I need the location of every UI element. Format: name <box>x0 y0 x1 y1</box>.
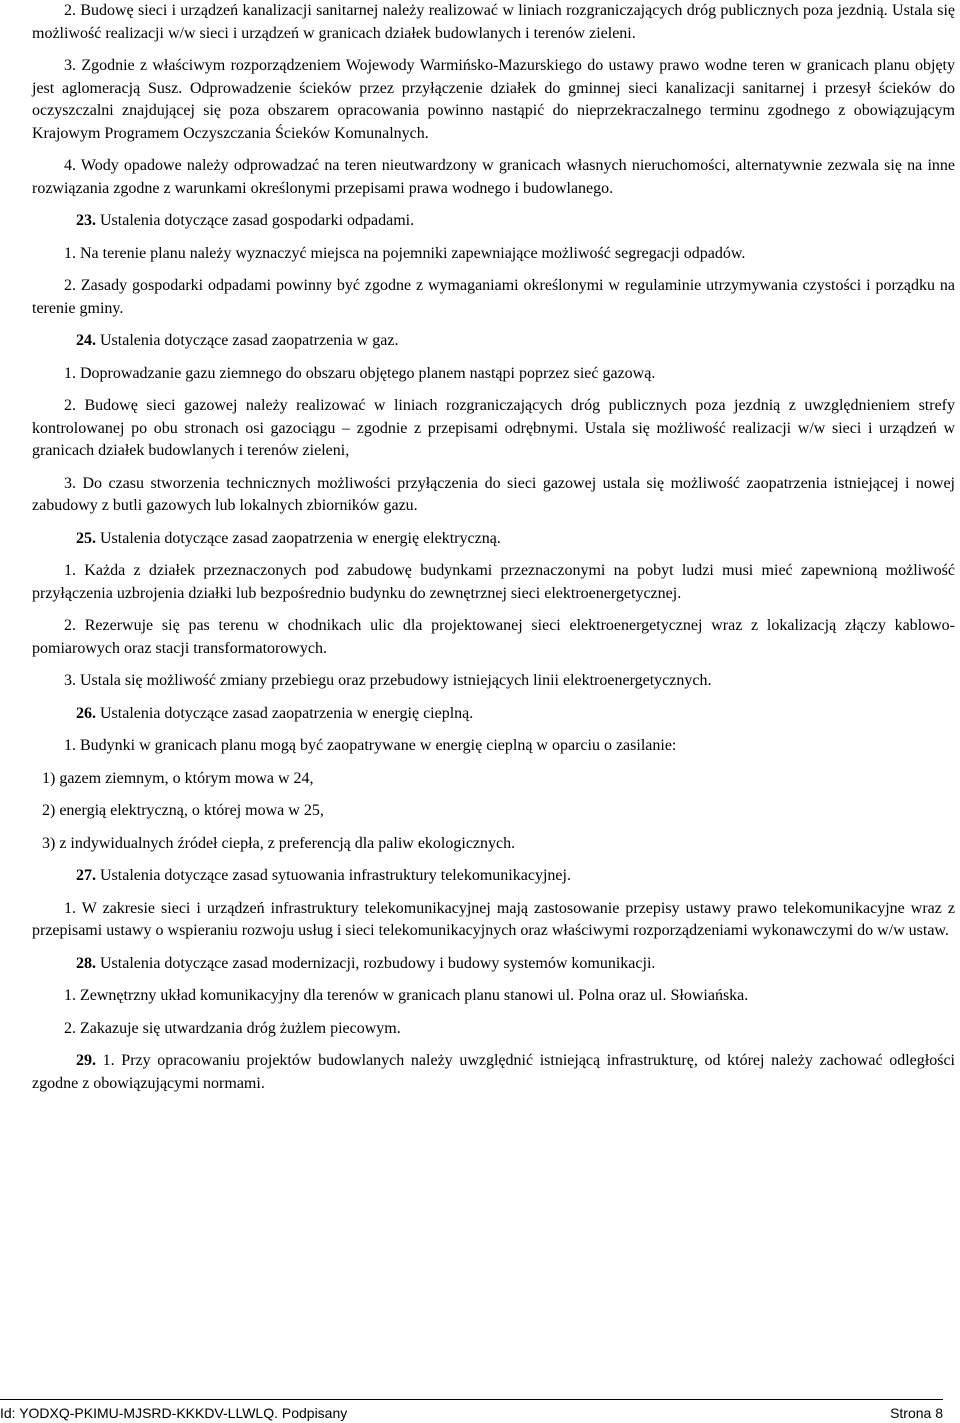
section-title: Ustalenia dotyczące zasad modernizacji, rozbudowy i budowy systemów komunikacji. <box>96 954 656 972</box>
paragraph: 1. Doprowadzanie gazu ziemnego do obszaru objętego planem nastąpi poprzez sieć gazową. <box>64 364 656 382</box>
paragraph: 1. Na terenie planu należy wyznaczyć miejsca na pojemniki zapewniające możliwość segregacji odpadów. <box>64 244 746 262</box>
paragraph: 4. Wody opadowe należy odprowadzać na teren nieutwardzony w granicach własnych nieruchomości, alternatywnie zezwala się na inne rozwiązania zgodne z warunkami określonymi przepisami prawa wodnego i budowlanego. <box>32 157 955 197</box>
paragraph: 3. Ustala się możliwość zmiany przebiegu oraz przebudowy istniejących linii elektroenergetycznych. <box>64 672 712 689</box>
section-heading <box>32 330 955 353</box>
section-heading <box>32 703 955 726</box>
paragraph: 2. Zakazuje się utwardzania dróg żużlem piecowym. <box>64 1019 401 1037</box>
section-heading <box>32 528 955 551</box>
list-item: 3) z indywidualnych źródeł ciepła, z preferencją dla paliw ekologicznych. <box>42 834 516 852</box>
paragraph: 2. Zasady gospodarki odpadami powinny być zgodne z wymaganiami określonymi w regulaminie utrzymywania czystości i porządku na terenie gminy. <box>32 277 955 317</box>
section-heading <box>32 1050 955 1095</box>
section-title: Ustalenia dotyczące zasad gospodarki odpadami. <box>96 212 415 229</box>
section-title: Ustalenia dotyczące zasad zaopatrzenia w gaz. <box>96 332 399 349</box>
document-id: Id: YODXQ-PKIMU-MJSRD-KKKDV-LLWLQ. Podpisany <box>0 1405 348 1421</box>
section-number: 29. <box>76 1052 96 1069</box>
section-number: 23. <box>76 212 96 229</box>
list-item: 2) energią elektryczną, o której mowa w 25, <box>42 802 324 819</box>
paragraph: 1. Zewnętrzny układ komunikacyjny dla terenów w granicach planu stanowi ul. Polna oraz ul. Słowiańska. <box>64 987 749 1004</box>
paragraph: 1. Każda z działek przeznaczonych pod zabudowę budynkami przeznaczonymi na pobyt ludzi musi mieć zapewnioną możliwość przyłączenia uzbrojenia działki lub bezpośrednio budynku do zewnętrznej sieci elektroenergetycznej. <box>32 562 955 602</box>
section-title: 1. Przy opracowaniu projektów budowlanych należy uwzględnić istniejącą infrastrukturę, od której należy zachować odległości zgodne z obowiązującymi normami. <box>32 1052 955 1092</box>
section-number: 25. <box>76 529 96 547</box>
page-footer <box>0 1399 943 1421</box>
section-heading <box>32 865 955 888</box>
page-number: Strona 8 <box>890 1405 943 1421</box>
paragraph: 2. Budowę sieci i urządzeń kanalizacji sanitarnej należy realizować w liniach rozgraniczających dróg publicznych poza jezdnią. Ustala się możliwość realizacji w/w sieci i urządzeń w granicach działek budowlanych i terenów zieleni. <box>32 2 955 42</box>
section-heading <box>32 210 955 233</box>
document-body <box>32 0 955 1095</box>
paragraph: 3. Zgodnie z właściwym rozporządzeniem Wojewody Warmińsko-Mazurskiego do ustawy prawo wodne teren w granicach planu objęty jest aglomeracją Susz. Odprowadzenie ścieków przez przyłączenie działek do gminnej sieci kanalizacji sanitarnej i przesył ścieków do oczyszczalni znajdującej się poza obszarem opracowania powinno nastąpić do nieprzekraczalnego terminu zgodnego z obowiązującym Krajowym Programem Oczyszczania Ścieków Komunalnych. <box>32 57 955 142</box>
section-heading <box>32 953 955 976</box>
list-item: 1) gazem ziemnym, o którym mowa w 24, <box>42 769 314 787</box>
section-number: 24. <box>76 332 96 349</box>
section-number: 27. <box>76 867 96 884</box>
paragraph: 1. Budynki w granicach planu mogą być zaopatrywane w energię cieplną w oparciu o zasilanie: <box>64 737 677 754</box>
section-title: Ustalenia dotyczące zasad zaopatrzenia w energię elektryczną. <box>96 529 501 547</box>
section-title: Ustalenia dotyczące zasad zaopatrzenia w energię cieplną. <box>96 704 474 722</box>
section-number: 26. <box>76 704 96 722</box>
section-number: 28. <box>76 954 96 972</box>
paragraph: 2. Rezerwuje się pas terenu w chodnikach ulic dla projektowanej sieci elektroenergetycznej wraz z lokalizacją złączy kablowo-pomiarowych oraz stacji transformatorowych. <box>32 617 955 657</box>
paragraph: 1. W zakresie sieci i urządzeń infrastruktury telekomunikacyjnej mają zastosowanie przepisy ustawy prawo telekomunikacyjne wraz z przepisami ustawy o wspieraniu rozwoju usług i sieci telekomunikacyjnych oraz właściwymi rozporządzeniami wykonawczymi do w/w ustaw. <box>32 899 955 939</box>
paragraph: 2. Budowę sieci gazowej należy realizować w liniach rozgraniczających dróg publicznych poza jezdnią z uwzględnieniem strefy kontrolowanej po obu stronach osi gazociągu – zgodnie z przepisami odrębnymi. Ustala się możliwość realizacji w/w sieci i urządzeń w granicach działek budowlanych i terenów zieleni, <box>32 397 955 459</box>
section-title: Ustalenia dotyczące zasad sytuowania infrastruktury telekomunikacyjnej. <box>96 867 571 884</box>
paragraph: 3. Do czasu stworzenia technicznych możliwości przyłączenia do sieci gazowej ustala się możliwość zaopatrzenia istniejącej i nowej zabudowy z butli gazowych lub lokalnych zbiorników gazu. <box>32 474 955 514</box>
